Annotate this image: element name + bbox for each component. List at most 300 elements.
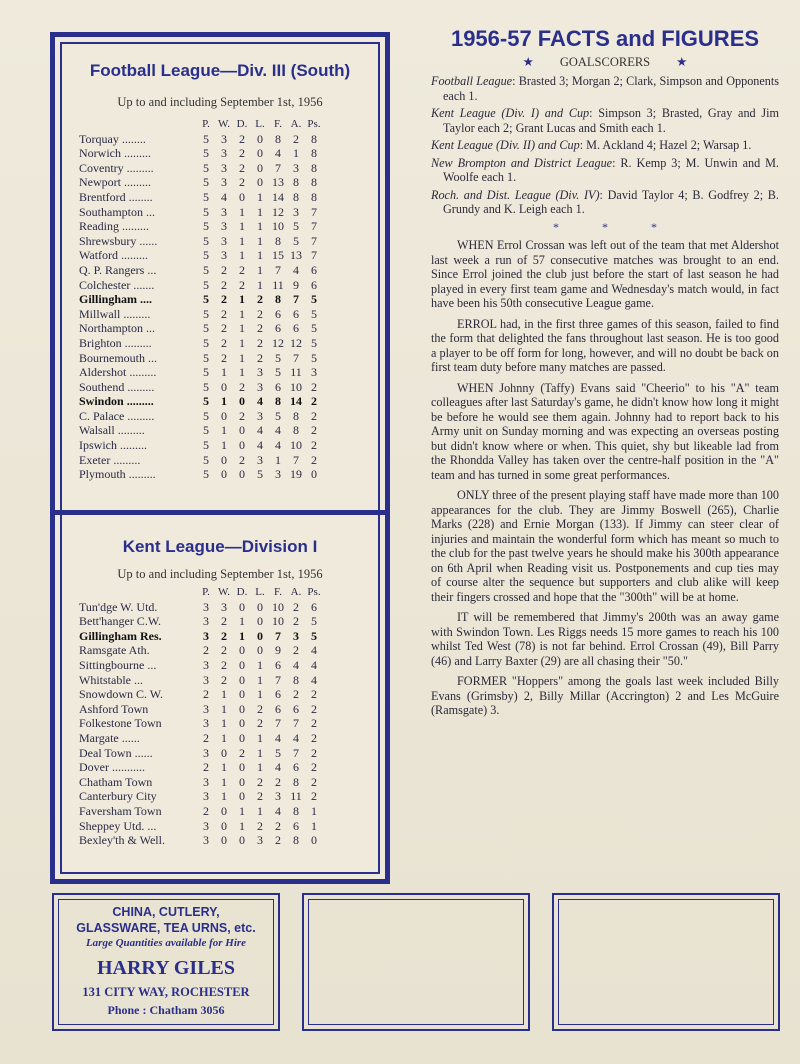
stat-l: 1	[257, 219, 263, 234]
stat-p: 5	[203, 335, 209, 350]
team-name: Tun'dge W. Utd.	[79, 599, 158, 614]
stat-w: 1	[221, 789, 227, 804]
stat-l: 0	[257, 643, 263, 658]
stat-d: 0	[239, 672, 245, 687]
stat-l: 2	[257, 335, 263, 350]
stat-p: 3	[203, 701, 209, 716]
kent-subtitle: Up to and including September 1st, 1956	[117, 567, 323, 581]
table-row	[79, 263, 323, 278]
stat-f: 10	[272, 219, 284, 234]
stat-p: 3	[203, 672, 209, 687]
team-name: Faversham Town	[79, 803, 162, 818]
team-name: Ramsgate Ath.	[79, 643, 150, 658]
table-row	[79, 804, 323, 819]
stat-ps: 8	[311, 131, 317, 146]
stat-l: 4	[257, 423, 263, 438]
stat-f: 2	[275, 818, 281, 833]
stat-a: 8	[293, 189, 299, 204]
team-name: Brighton .........	[79, 335, 152, 350]
stat-p: 5	[203, 408, 209, 423]
stat-a: 4	[293, 262, 299, 277]
stat-w: 2	[221, 350, 227, 365]
table-row	[79, 161, 323, 176]
stat-p: 5	[203, 146, 209, 161]
stat-f: 12	[272, 204, 284, 219]
team-name: Dover ...........	[79, 760, 145, 775]
stat-ps: 7	[311, 248, 317, 263]
league-name: Football League	[431, 74, 513, 88]
team-name: Ashford Town	[79, 701, 149, 716]
team-name: Margate ......	[79, 730, 140, 745]
team-name: Coventry .........	[79, 160, 154, 175]
stat-w: 0	[221, 379, 227, 394]
goalscorers-heading-row	[430, 54, 780, 70]
stat-d: 2	[239, 160, 245, 175]
table-row	[79, 819, 323, 834]
stat-w: 1	[221, 760, 227, 775]
stat-p: 5	[203, 219, 209, 234]
stat-p: 3	[203, 716, 209, 731]
stat-ps: 3	[311, 365, 317, 380]
stat-l: 0	[257, 599, 263, 614]
col-header: D.	[236, 118, 248, 130]
stat-ps: 6	[311, 262, 317, 277]
table-row	[79, 394, 323, 409]
stat-d: 1	[239, 248, 245, 263]
stat-ps: 7	[311, 219, 317, 234]
table-row	[79, 833, 323, 848]
team-name: Watford .........	[79, 248, 149, 263]
stat-w: 1	[221, 394, 227, 409]
stat-ps: 6	[311, 599, 317, 614]
stat-l: 1	[257, 277, 263, 292]
col-header: A.	[290, 586, 302, 598]
advert-name: HARRY GILES	[96, 957, 236, 979]
stat-p: 2	[203, 643, 209, 658]
stat-f: 8	[275, 233, 281, 248]
stat-d: 1	[239, 818, 245, 833]
stat-d: 1	[239, 350, 245, 365]
team-name: Southampton ...	[79, 204, 156, 219]
stars-separator: * * *	[553, 219, 677, 234]
team-name: Bexley'th & Well.	[79, 833, 165, 848]
team-name: Plymouth .........	[79, 467, 156, 482]
stat-ps: 2	[311, 379, 317, 394]
team-name: Exeter .........	[79, 452, 141, 467]
stat-d: 1	[239, 335, 245, 350]
advert-box	[52, 893, 280, 1031]
stat-d: 1	[239, 306, 245, 321]
stat-w: 2	[221, 262, 227, 277]
stat-p: 3	[203, 774, 209, 789]
stat-f: 4	[275, 760, 281, 775]
stat-l: 3	[257, 408, 263, 423]
table-row	[79, 205, 323, 220]
table-row	[79, 673, 323, 688]
stat-a: 8	[293, 774, 299, 789]
stat-p: 5	[203, 248, 209, 263]
stat-a: 19	[290, 467, 302, 482]
team-name: Sheppey Utd. ...	[79, 818, 157, 833]
stat-p: 3	[203, 818, 209, 833]
stat-l: 2	[257, 701, 263, 716]
stat-d: 0	[239, 760, 245, 775]
goalscorer-entry	[431, 156, 779, 185]
stat-a: 8	[293, 803, 299, 818]
stat-f: 8	[275, 131, 281, 146]
stat-a: 12	[290, 335, 302, 350]
stat-l: 1	[257, 687, 263, 702]
stat-d: 2	[239, 131, 245, 146]
table-row	[79, 731, 323, 746]
stat-w: 3	[221, 160, 227, 175]
stat-ps: 1	[311, 818, 317, 833]
stat-p: 3	[203, 833, 209, 848]
scorers-text: : R. Kemp 3; M. Unwin and M. Woolfe each 1.	[443, 155, 779, 184]
league-name: Kent League (Div. I) and Cup	[431, 106, 590, 120]
stat-a: 4	[293, 730, 299, 745]
scorers-text: : Simpson 3; Brasted, Gray and Jim Taylor each 2; Grant Lucas and Smith each 1.	[443, 106, 779, 135]
stat-l: 1	[257, 657, 263, 672]
team-name: Reading .........	[79, 219, 149, 234]
stat-p: 5	[203, 233, 209, 248]
stat-a: 7	[293, 745, 299, 760]
stat-ps: 4	[311, 657, 317, 672]
stat-d: 1	[239, 614, 245, 629]
table-row	[79, 760, 323, 775]
stat-p: 3	[203, 745, 209, 760]
stat-a: 13	[290, 248, 302, 263]
stat-p: 2	[203, 760, 209, 775]
advert-line2: GLASSWARE, TEA URNS, etc.	[76, 921, 256, 935]
stat-a: 3	[293, 204, 299, 219]
col-header: L.	[255, 118, 265, 130]
stat-l: 2	[257, 774, 263, 789]
stat-f: 10	[272, 614, 284, 629]
team-name: Ipswich .........	[79, 438, 147, 453]
team-name: Norwich .........	[79, 146, 151, 161]
stat-w: 2	[221, 672, 227, 687]
col-header: F.	[274, 586, 282, 598]
stat-f: 7	[275, 628, 281, 643]
stat-f: 8	[275, 292, 281, 307]
stat-d: 2	[239, 408, 245, 423]
stat-a: 6	[293, 760, 299, 775]
stat-w: 3	[221, 233, 227, 248]
stat-f: 8	[275, 394, 281, 409]
stat-p: 5	[203, 160, 209, 175]
kent-title: Kent League—Division I	[122, 537, 318, 556]
stat-l: 1	[257, 189, 263, 204]
league-name: New Brompton and District League	[431, 155, 613, 170]
empty-advert-box	[552, 893, 780, 1031]
stat-ps: 2	[311, 408, 317, 423]
stat-a: 11	[290, 365, 302, 380]
table-row	[79, 746, 323, 761]
stat-p: 5	[203, 306, 209, 321]
stat-l: 2	[257, 306, 263, 321]
team-name: Bournemouth ...	[79, 350, 157, 365]
goalscorers-list	[431, 74, 779, 217]
stat-l: 0	[257, 160, 263, 175]
scorers-text: : M. Ackland 4; Hazel 2; Warsap 1.	[579, 138, 752, 152]
stat-w: 2	[221, 321, 227, 336]
stat-f: 7	[275, 716, 281, 731]
div3-header-row	[79, 117, 323, 132]
star-icon: ★	[522, 55, 534, 69]
facts-text-column	[431, 74, 779, 724]
goalscorer-entry	[431, 106, 779, 135]
stat-a: 7	[293, 350, 299, 365]
stat-ps: 2	[311, 687, 317, 702]
stat-p: 3	[203, 599, 209, 614]
table-row	[79, 351, 323, 366]
advert-phone: Phone : Chatham 3056	[107, 1003, 225, 1017]
stat-w: 2	[221, 643, 227, 658]
stat-w: 2	[221, 614, 227, 629]
stat-ps: 2	[311, 423, 317, 438]
table-row	[79, 614, 323, 629]
stat-d: 0	[239, 599, 245, 614]
stat-a: 8	[293, 175, 299, 190]
stat-ps: 6	[311, 277, 317, 292]
stat-d: 1	[239, 219, 245, 234]
stat-w: 2	[221, 277, 227, 292]
stat-f: 5	[275, 408, 281, 423]
article-paragraph: ERROL had, in the first three games of this season, failed to find the form that delighted the fans throughout last season. He is too good a player to be off form for long, however, and will no doubt be back on first team duty before many matches are passed.	[431, 316, 779, 374]
stat-w: 3	[221, 146, 227, 161]
team-name: Southend .........	[79, 379, 155, 394]
stat-l: 0	[257, 146, 263, 161]
team-name: Q. P. Rangers ...	[79, 262, 157, 277]
stat-f: 5	[275, 350, 281, 365]
table-row	[79, 643, 323, 658]
stat-l: 3	[257, 833, 263, 848]
stat-l: 0	[257, 628, 263, 643]
goalscorers-heading: GOALSCORERS	[559, 55, 651, 69]
team-name: Snowdown C. W.	[79, 687, 164, 702]
stat-p: 3	[203, 789, 209, 804]
stat-w: 2	[221, 657, 227, 672]
table-row	[79, 658, 323, 673]
stat-d: 0	[239, 730, 245, 745]
stat-ps: 2	[311, 394, 317, 409]
stat-a: 8	[293, 833, 299, 848]
goalscorer-entry	[431, 138, 779, 153]
stat-l: 2	[257, 818, 263, 833]
stat-w: 1	[221, 730, 227, 745]
team-name: Folkestone Town	[79, 716, 162, 731]
team-name: Torquay ........	[79, 131, 146, 146]
stat-a: 10	[290, 379, 302, 394]
col-header: W.	[217, 118, 231, 130]
stat-d: 2	[239, 146, 245, 161]
stat-f: 4	[275, 730, 281, 745]
stat-d: 2	[239, 452, 245, 467]
stat-a: 2	[293, 614, 299, 629]
stat-ps: 2	[311, 701, 317, 716]
table-row	[79, 292, 323, 307]
stat-d: 1	[239, 204, 245, 219]
stat-w: 3	[221, 248, 227, 263]
stat-ps: 0	[311, 833, 317, 848]
stat-ps: 2	[311, 716, 317, 731]
stat-d: 0	[239, 643, 245, 658]
kent-table	[79, 585, 323, 848]
stat-ps: 2	[311, 452, 317, 467]
facts-title: 1956-57 FACTS and FIGURES	[450, 26, 760, 51]
scorers-text: : David Taylor 4; B. Godfrey 2; B. Grundy and K. Leigh each 1.	[443, 187, 779, 216]
stat-l: 2	[257, 292, 263, 307]
stat-d: 2	[239, 277, 245, 292]
stat-ps: 5	[311, 292, 317, 307]
stat-w: 3	[221, 131, 227, 146]
stat-w: 3	[221, 599, 227, 614]
stat-p: 5	[203, 438, 209, 453]
stat-a: 11	[290, 789, 302, 804]
stat-ps: 8	[311, 146, 317, 161]
stat-w: 2	[221, 335, 227, 350]
stat-p: 5	[203, 204, 209, 219]
stat-ps: 4	[311, 643, 317, 658]
stat-p: 3	[203, 657, 209, 672]
table-row	[79, 775, 323, 790]
table-row	[79, 248, 323, 263]
team-name: Swindon .........	[79, 394, 154, 409]
team-name: Whitstable ...	[79, 672, 143, 687]
table-row	[79, 702, 323, 717]
team-name: Canterbury City	[79, 789, 157, 804]
stat-f: 2	[275, 774, 281, 789]
stat-f: 7	[275, 262, 281, 277]
stat-ps: 5	[311, 614, 317, 629]
stat-a: 4	[293, 657, 299, 672]
article-paragraph: ONLY three of the present playing staff have made more than 100 appearances for the club. They are Jimmy Boswell (265), Charlie Marks (228) and Ernie Morgan (133). If Jimmy can steer clear of injuries and maintain the wonderful form which has meant so much to the club for the past twelve years he should make his 300th appearance on 6th April when Reading visit us. Postponements and cup ties may of course alter the sequence but supporters and club alike will keep their fingers crossed and hope that the "300th" will be at home.	[431, 488, 779, 604]
stat-ps: 5	[311, 628, 317, 643]
table-row	[79, 409, 323, 424]
star-icon: ★	[676, 55, 688, 69]
stat-p: 5	[203, 189, 209, 204]
stat-ps: 7	[311, 233, 317, 248]
goalscorer-entry	[431, 74, 779, 103]
col-header: Ps.	[307, 118, 321, 130]
article-paragraph: WHEN Johnny (Taffy) Evans said "Cheerio" to his "A" team colleagues after last Saturday's game, he didn't know how long it might be before he would see them again. Johnny had to report back to his Army unit on Sunday morning and was expecting an overseas posting but didn't know where or when. This quiet, shy but likeable lad from the Rhondda Valley has taken over the centre-half position in the "A" team and has turned in some great performances.	[431, 380, 779, 482]
section-divider	[55, 510, 385, 515]
stat-ps: 5	[311, 306, 317, 321]
table-row	[79, 307, 323, 322]
stat-ps: 5	[311, 321, 317, 336]
team-name: Gillingham ....	[79, 292, 153, 307]
paragraphs	[431, 238, 779, 718]
scorers-text: : Brasted 3; Morgan 2; Clark, Simpson and Opponents each 1.	[443, 74, 780, 103]
stat-p: 2	[203, 687, 209, 702]
stat-a: 10	[290, 438, 302, 453]
league-tables-box	[50, 32, 390, 884]
stat-ps: 2	[311, 438, 317, 453]
table-row	[79, 600, 323, 615]
team-name: Aldershot .........	[79, 365, 157, 380]
stat-f: 4	[275, 803, 281, 818]
stat-d: 2	[239, 379, 245, 394]
stat-a: 3	[293, 628, 299, 643]
stat-w: 1	[221, 365, 227, 380]
stat-a: 5	[293, 233, 299, 248]
stat-f: 13	[272, 175, 284, 190]
stat-a: 2	[293, 131, 299, 146]
stat-w: 4	[221, 189, 227, 204]
stat-l: 1	[257, 760, 263, 775]
stat-a: 2	[293, 643, 299, 658]
stat-p: 5	[203, 394, 209, 409]
stat-a: 2	[293, 687, 299, 702]
stat-ps: 2	[311, 730, 317, 745]
stat-ps: 2	[311, 774, 317, 789]
col-header: W.	[217, 586, 231, 598]
table-row	[79, 453, 323, 468]
team-name: Gillingham Res.	[79, 628, 162, 643]
empty-advert-inner-border	[558, 899, 774, 1025]
stat-f: 6	[275, 379, 281, 394]
stat-ps: 7	[311, 204, 317, 219]
stat-d: 1	[239, 803, 245, 818]
stat-ps: 2	[311, 789, 317, 804]
stat-w: 2	[221, 292, 227, 307]
stat-a: 3	[293, 160, 299, 175]
stat-l: 0	[257, 175, 263, 190]
stat-w: 1	[221, 701, 227, 716]
stat-l: 2	[257, 789, 263, 804]
stat-a: 7	[293, 452, 299, 467]
stat-ps: 8	[311, 175, 317, 190]
stat-l: 1	[257, 248, 263, 263]
stat-ps: 8	[311, 189, 317, 204]
stat-a: 8	[293, 423, 299, 438]
stat-ps: 4	[311, 672, 317, 687]
stat-p: 5	[203, 277, 209, 292]
stat-p: 5	[203, 452, 209, 467]
stat-d: 0	[239, 467, 245, 482]
table-row	[79, 365, 323, 380]
stat-f: 4	[275, 146, 281, 161]
team-name: C. Palace .........	[79, 408, 155, 423]
stat-p: 2	[203, 730, 209, 745]
stat-w: 0	[221, 745, 227, 760]
table-row	[79, 278, 323, 293]
team-name: Northampton ...	[79, 321, 155, 336]
stat-f: 6	[275, 306, 281, 321]
stat-p: 5	[203, 350, 209, 365]
stat-d: 0	[239, 789, 245, 804]
team-name: Chatham Town	[79, 774, 153, 789]
stat-w: 0	[221, 818, 227, 833]
col-header: Ps.	[307, 586, 321, 598]
col-header: F.	[274, 118, 282, 130]
team-name: Sittingbourne ...	[79, 657, 157, 672]
stat-l: 4	[257, 394, 263, 409]
stat-l: 3	[257, 379, 263, 394]
stat-d: 1	[239, 292, 245, 307]
stat-w: 2	[221, 628, 227, 643]
stat-l: 3	[257, 452, 263, 467]
stat-f: 3	[275, 467, 281, 482]
stat-ps: 1	[311, 803, 317, 818]
stat-d: 0	[239, 657, 245, 672]
article-paragraph: WHEN Errol Crossan was left out of the team that met Aldershot last week a run of 57 consecutive matches was brought to an end. Since Errol joined the club just before the start of last season he had played in every first team game and Wednesday's match would, in fact have been his 50th consecutive League game.	[431, 238, 779, 310]
stat-p: 3	[203, 628, 209, 643]
stat-w: 1	[221, 438, 227, 453]
team-name: Newport .........	[79, 175, 151, 190]
stat-a: 7	[293, 716, 299, 731]
